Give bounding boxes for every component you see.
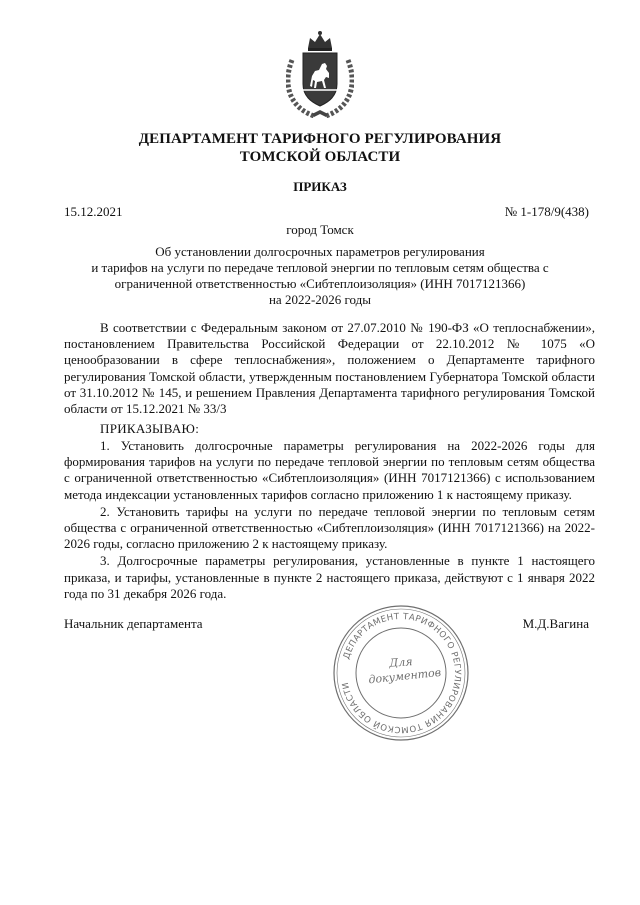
decree-item: 2. Установить тарифы на услуги по передаче тепловой энергии по тепловым сетям общества с ограниченной ответственностью «Сибтеплоизоляция» (ИНН 7017121366) на 2022-2026 годы, согласно приложению 2 к настоящему приказу. bbox=[64, 503, 595, 552]
stamp-center-line1: Для bbox=[388, 655, 413, 670]
department-name-line2: ТОМСКОЙ ОБЛАСТИ bbox=[239, 149, 401, 165]
subject-line: ограниченной ответственностью «Сибтеплоизоляция» (ИНН 7017121366) bbox=[114, 276, 526, 291]
department-name-line1: ДЕПАРТАМЕНТ ТАРИФНОГО РЕГУЛИРОВАНИЯ bbox=[138, 131, 502, 147]
order-subject bbox=[60, 244, 580, 308]
city-line: город Томск bbox=[286, 222, 354, 237]
preamble-paragraph: В соответствии с Федеральным законом от 27.07.2010 № 190-ФЗ «О теплоснабжении», постановлением Правительства Российской Федерации от 22.10.2012 № 1075 «О ценообразовании в сфере теплоснабжения», положением о Департаменте тарифного регулирования Томской области, утвержденным постановлением Губернатора Томской области от 31.10.2012 № 145, и решением Правления Департамента тарифного регулирования Томской области от 15.12.2021 № 33/3 bbox=[64, 320, 595, 417]
decree-item: 1. Установить долгосрочные параметры регулирования на 2022-2026 годы для формирования тарифов на услуги по передаче тепловой энергии по тепловым сетям общества с ограниченной ответственностью «Сибтеплоизоляция» (ИНН 7017121366) с использованием метода индексации установленных тарифов согласно приложению 1 к настоящему приказу. bbox=[64, 438, 595, 502]
order-date: 15.12.2021 bbox=[64, 204, 123, 219]
subject-line: Об установлении долгосрочных параметров регулирования bbox=[155, 244, 485, 259]
decree-heading: ПРИКАЗЫВАЮ: bbox=[100, 421, 200, 436]
signatory-title: Начальник департамента bbox=[64, 616, 203, 631]
coat-of-arms-emblem bbox=[286, 30, 354, 118]
official-stamp bbox=[332, 604, 470, 742]
document-type-title: ПРИКАЗ bbox=[293, 179, 347, 194]
decree-items bbox=[64, 438, 595, 603]
subject-line: на 2022-2026 годы bbox=[268, 292, 372, 307]
stamp-ring-text: ДЕПАРТАМЕНТ ТАРИФНОГО РЕГУЛИРОВАНИЯ ТОМСКОЙ ОБЛАСТИ bbox=[340, 611, 463, 735]
subject-line: и тарифов на услуги по передаче тепловой энергии по тепловым сетям общества с bbox=[91, 260, 549, 275]
signatory-name: М.Д.Вагина bbox=[522, 616, 589, 631]
stamp-center-line2: документов bbox=[367, 665, 442, 687]
decree-item: 3. Долгосрочные параметры регулирования, установленные в пункте 1 настоящего приказа, и тарифы, установленные в пункте 2 настоящего приказа, действуют с 1 января 2022 года по 31 декабря 2026 года. bbox=[64, 553, 595, 601]
order-number: № 1-178/9(438) bbox=[504, 204, 589, 219]
